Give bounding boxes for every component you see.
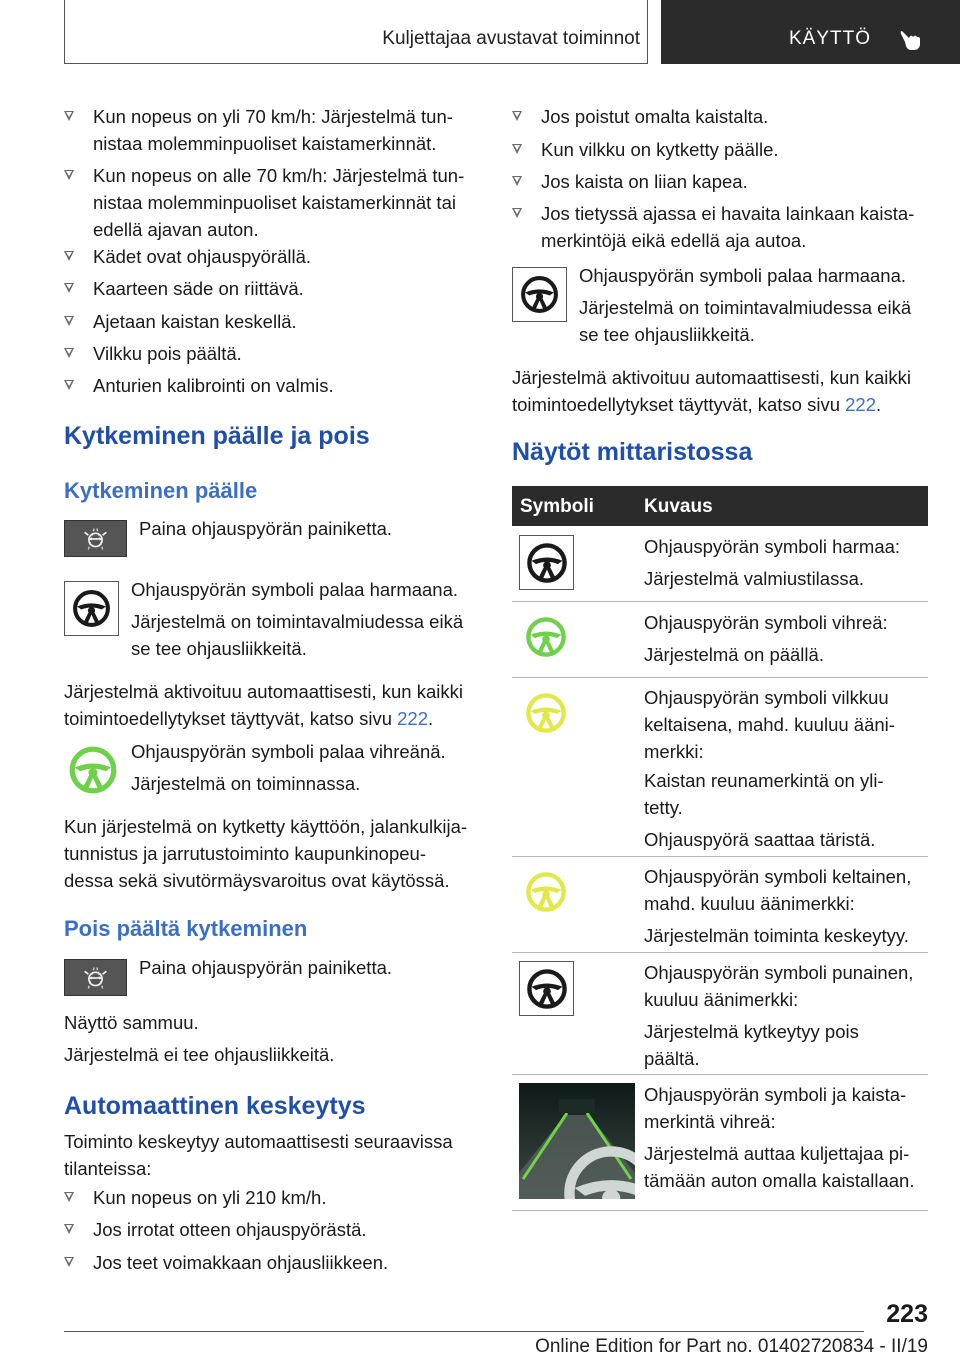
pointing-hand-icon	[898, 28, 922, 52]
table-cell-text: keltaisena, mahd. kuuluu ääni-	[644, 714, 895, 735]
list-item-text: Kun nopeus on yli 210 km/h.	[93, 1187, 327, 1208]
bullet-triangle-icon	[512, 144, 522, 154]
bullet-triangle-icon	[512, 111, 522, 121]
ready-text-a: Järjestelmä on toimintavalmiudessa eikä	[131, 611, 464, 632]
use-text-b: tunnistus ja jarrutustoiminto kaupunkinopeu-	[64, 843, 426, 864]
table-cell-text: Järjestelmä on päällä.	[644, 644, 824, 665]
table-cell-text: Ohjauspyörän symboli keltainen,	[644, 866, 912, 887]
table-cell-text: tetty.	[644, 797, 683, 818]
list-item-text: Ajetaan kaistan keskellä.	[93, 311, 297, 332]
steering-wheel-icon	[525, 541, 569, 585]
list-item-text: merkintöjä eikä edellä aja autoa.	[541, 230, 807, 251]
list-item-text: nistaa molemminpuoliset kaistamerkinnät.	[93, 133, 437, 154]
header-chapter-label: KÄYTTÖ	[789, 28, 872, 49]
table-cell-text: Järjestelmä auttaa kuljettajaa pi-	[644, 1143, 910, 1164]
table-cell-text: merkintä vihreä:	[644, 1111, 776, 1132]
active-text: Järjestelmä on toiminnassa.	[131, 773, 361, 794]
table-cell-text: mahd. kuuluu äänimerkki:	[644, 893, 855, 914]
steering-wheel-grey-icon-right	[519, 274, 560, 315]
list-item-text: Jos kaista on liian kapea.	[541, 171, 748, 192]
steering-wheel-green-icon	[67, 744, 119, 796]
grey-symbol-text: Ohjauspyörän symboli palaa harmaana.	[131, 579, 459, 600]
list-item-text: Jos poistut omalta kaistalta.	[541, 106, 769, 127]
table-row-divider	[512, 952, 928, 953]
list-item-text: nistaa molemminpuoliset kaistamerkinnät tai	[93, 192, 456, 213]
ready-text-right-a: Järjestelmä on toimintavalmiudessa eikä	[579, 297, 912, 318]
lane-display-icon	[519, 1083, 635, 1199]
steering-wheel-icon	[524, 691, 568, 735]
table-cell-text: merkki:	[644, 741, 704, 762]
page-number: 223	[886, 1300, 928, 1328]
no-steering-text: Järjestelmä ei tee ohjausliikkeitä.	[64, 1044, 335, 1065]
col-description: Kuvaus	[644, 496, 713, 517]
symbol-cell	[519, 686, 574, 741]
table-row-divider	[512, 677, 928, 678]
col-symbol: Symboli	[520, 496, 594, 517]
symbol-cell	[519, 865, 574, 920]
bullet-triangle-icon	[64, 1257, 74, 1267]
table-cell-text: päältä.	[644, 1048, 700, 1069]
page-ref-link-right[interactable]: 222	[845, 394, 877, 415]
heading-auto-interrupt: Automaattinen keskeytys	[64, 1092, 366, 1120]
grey-wheel-box	[64, 581, 119, 636]
bullet-triangle-icon	[64, 283, 74, 293]
list-item-text: Jos teet voimakkaan ohjausliikkeen.	[93, 1252, 389, 1273]
table-cell-text: tämään auton omalla kaistallaan.	[644, 1170, 915, 1191]
ready-text-b: se tee ohjausliikkeitä.	[131, 638, 307, 659]
auto-text-b: tilanteissa:	[64, 1158, 152, 1179]
bullet-triangle-icon	[64, 1224, 74, 1234]
table-cell-text: Ohjauspyörä saattaa täristä.	[644, 829, 876, 850]
press-button-text-2: Paina ohjauspyörän painiketta.	[139, 957, 393, 978]
table-cell-text: Järjestelmä kytkeytyy pois	[644, 1021, 859, 1042]
steering-wheel-icon	[524, 615, 568, 659]
grey-symbol-text-right: Ohjauspyörän symboli palaa harmaana.	[579, 265, 907, 286]
table-row-divider	[512, 601, 928, 602]
page-ref-link[interactable]: 222	[397, 708, 429, 729]
bullet-triangle-icon	[64, 251, 74, 261]
grey-wheel-box-right	[512, 267, 567, 322]
activates-text-a: Järjestelmä aktivoituu automaattisesti, kun kaikki	[64, 681, 463, 702]
steering-wheel-icon	[525, 967, 569, 1011]
bullet-triangle-icon	[64, 380, 74, 390]
table-row-divider	[512, 1074, 928, 1075]
list-item-text: Kun nopeus on alle 70 km/h: Järjestelmä tun-	[93, 165, 465, 186]
bullet-triangle-icon	[64, 1192, 74, 1202]
list-item-text: Vilkku pois päältä.	[93, 343, 242, 364]
ready-text-right-b: se tee ohjausliikkeitä.	[579, 324, 755, 345]
list-item-text: Kaarteen säde on riittävä.	[93, 278, 304, 299]
table-row-divider	[512, 856, 928, 857]
auto-text-a: Toiminto keskeytyy automaattisesti seuraavissa	[64, 1131, 453, 1152]
bullet-triangle-icon	[64, 316, 74, 326]
steering-assist-button-icon	[64, 520, 127, 557]
table-cell-text: Ohjauspyörän symboli vihreä:	[644, 612, 888, 633]
list-item-text: Kun nopeus on yli 70 km/h: Järjestelmä tun-	[93, 106, 453, 127]
table-cell-text: Ohjauspyörän symboli harmaa:	[644, 536, 901, 557]
table-row-divider	[512, 1210, 928, 1211]
list-item-text: Jos tietyssä ajassa ei havaita lainkaan kaista-	[541, 203, 915, 224]
symbol-cell	[519, 535, 574, 590]
list-item-text: edellä ajavan auton.	[93, 219, 259, 240]
footer-divider	[64, 1331, 864, 1332]
header-section-title: Kuljettajaa avustavat toiminnot	[382, 28, 640, 49]
table-cell-text: Ohjauspyörän symboli vilkkuu	[644, 687, 889, 708]
table-cell-text: kuuluu äänimerkki:	[644, 989, 799, 1010]
use-text-c: dessa sekä sivutörmäysvaroitus ovat käytössä.	[64, 870, 450, 891]
use-text-a: Kun järjestelmä on kytketty käyttöön, jalankulkija-	[64, 816, 468, 837]
list-item-text: Kun vilkku on kytketty päälle.	[541, 139, 779, 160]
steering-wheel-icon	[524, 870, 568, 914]
table-cell-text: Ohjauspyörän symboli ja kaista-	[644, 1084, 907, 1105]
bullet-triangle-icon	[512, 176, 522, 186]
list-item-text: Jos irrotat otteen ohjauspyörästä.	[93, 1219, 367, 1240]
display-off-text: Näyttö sammuu.	[64, 1012, 199, 1033]
table-header	[512, 486, 928, 526]
list-item-text: Kädet ovat ohjauspyörällä.	[93, 246, 312, 267]
activates-text-b: toimintoedellytykset täyttyvät, katso sivu 222.	[64, 708, 434, 729]
bullet-triangle-icon	[64, 111, 74, 121]
heading-displays: Näytöt mittaristossa	[512, 438, 753, 466]
table-cell-text: Järjestelmän toiminta keskeytyy.	[644, 925, 909, 946]
table-cell-text: Järjestelmä valmiustilassa.	[644, 568, 865, 589]
symbol-cell	[519, 610, 574, 665]
activates-right-b: toimintoedellytykset täyttyvät, katso sivu 222.	[512, 394, 882, 415]
edition-text: Online Edition for Part no. 01402720834 - II/19	[535, 1336, 928, 1357]
heading-switch-on: Kytkeminen päälle	[64, 478, 258, 503]
heading-switch-off: Pois päältä kytkeminen	[64, 916, 308, 941]
bullet-triangle-icon	[64, 170, 74, 180]
activates-right-a: Järjestelmä aktivoituu automaattisesti, kun kaikki	[512, 367, 911, 388]
heading-on-off: Kytkeminen päälle ja pois	[64, 422, 370, 450]
steering-assist-button-icon-2	[64, 959, 127, 996]
bullet-triangle-icon	[512, 208, 522, 218]
list-item-text: Anturien kalibrointi on valmis.	[93, 375, 334, 396]
green-symbol-text: Ohjauspyörän symboli palaa vihreänä.	[131, 741, 446, 762]
bullet-triangle-icon	[64, 348, 74, 358]
header-chapter-tab	[661, 0, 960, 64]
press-button-text: Paina ohjauspyörän painiketta.	[139, 518, 393, 539]
steering-wheel-grey-icon	[71, 588, 112, 629]
symbol-cell	[519, 961, 574, 1016]
table-cell-text: Kaistan reunamerkintä on yli-	[644, 770, 884, 791]
table-cell-text: Ohjauspyörän symboli punainen,	[644, 962, 914, 983]
